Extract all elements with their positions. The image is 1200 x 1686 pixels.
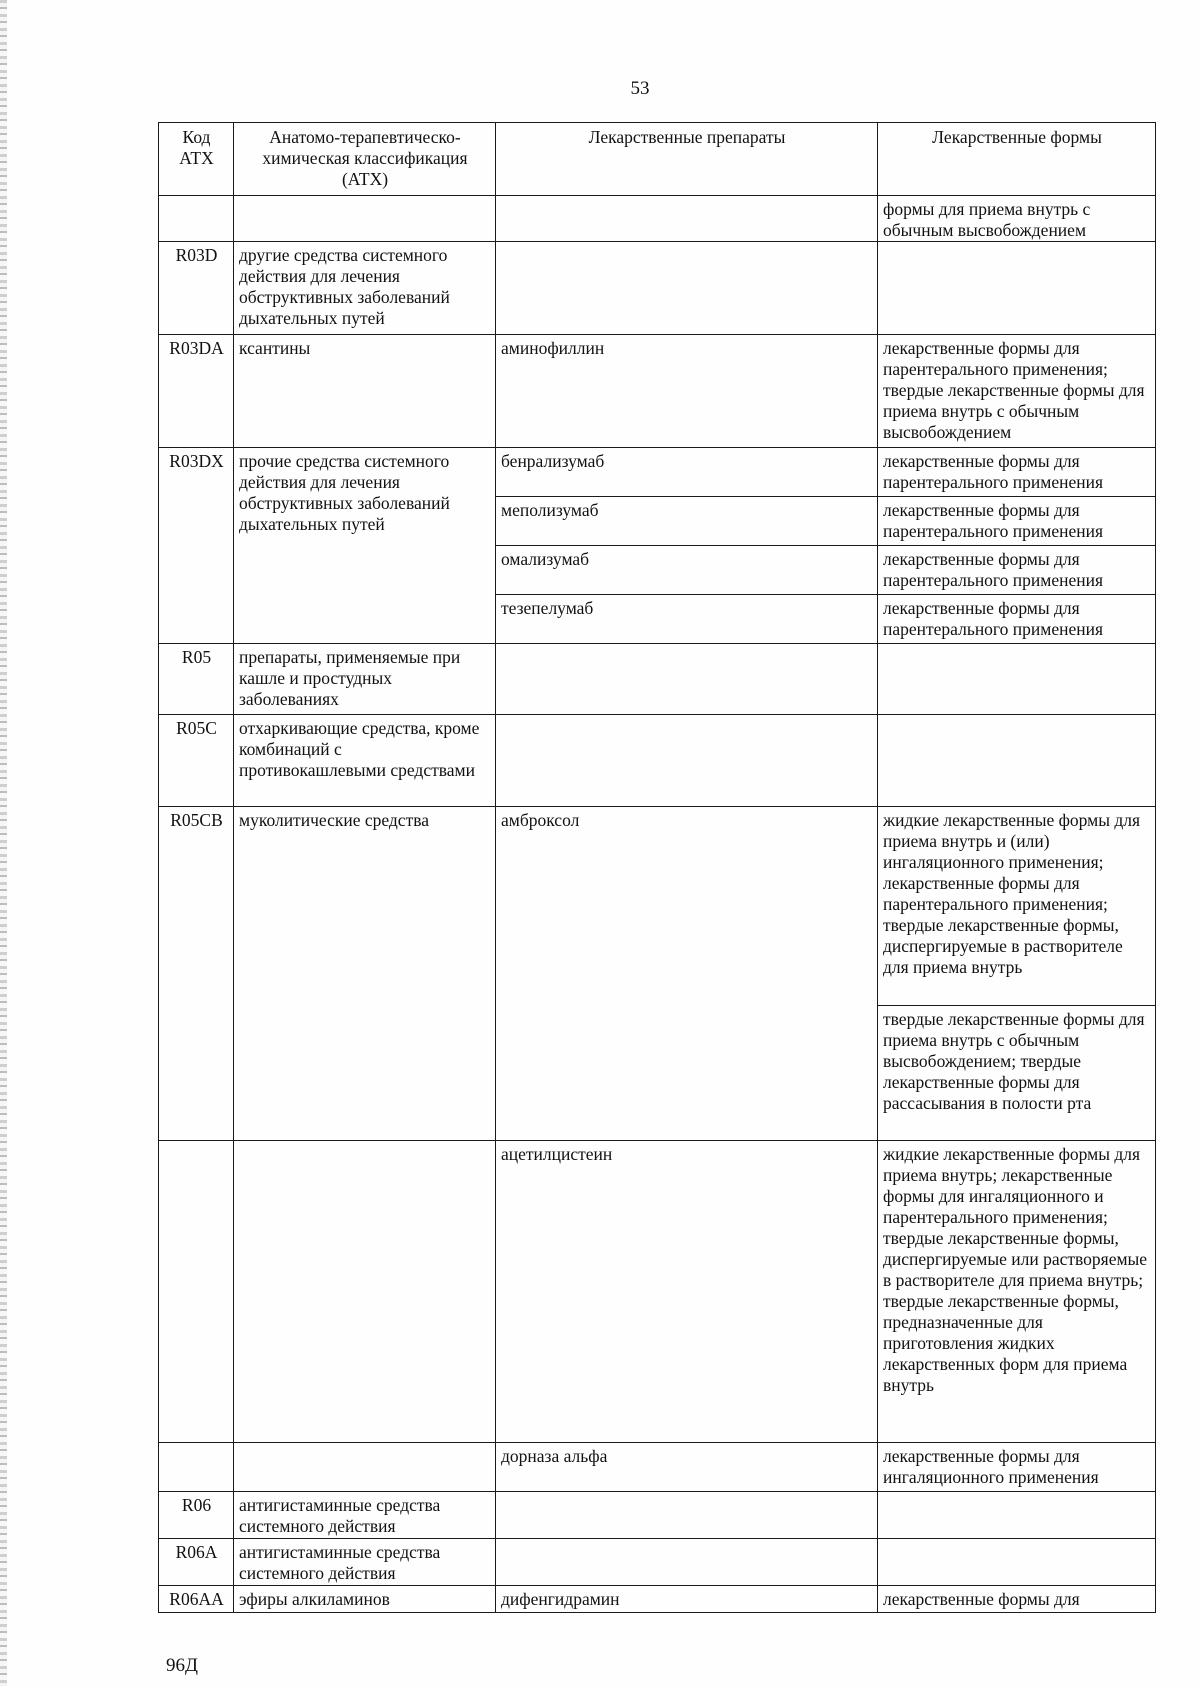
code-cell: R05C [159,715,234,807]
form-cell [878,644,1156,715]
classification-cell: антигистаминные средства системного действия [234,1539,496,1586]
code-cell: R03DA [159,335,234,448]
drug-cell: омализумаб [496,546,878,595]
form-cell: жидкие лекарственные формы для приема внутрь; лекарственные формы для ингаляционного и парентерального применения; твердые лекарственные формы, диспергируемые или растворяемые в растворителе для приема внутрь; твердые лекарственные формы, предназначенные для приготовления жидких лекарственных форм для приема внутрь [878,1141,1156,1443]
form-cell: лекарственные формы для парентерального применения [878,546,1156,595]
classification-cell: отхаркивающие средства, кроме комбинаций с противокашлевыми средствами [234,715,496,807]
atx-table [158,122,1156,1613]
table-row [159,1141,1156,1443]
table-row [159,644,1156,715]
table-row [159,1443,1156,1492]
drug-cell [496,644,878,715]
classification-cell: ксантины [234,335,496,448]
drug-cell: дифенгидрамин [496,1586,878,1613]
form-cell: формы для приема внутрь с обычным высвобождением [878,196,1156,242]
classification-cell: препараты, применяемые при кашле и простудных заболеваниях [234,644,496,715]
drug-cell [496,715,878,807]
code-cell: R05CB [159,807,234,1141]
page-number: 53 [630,78,650,99]
classification-cell [234,196,496,242]
classification-cell: другие средства системного действия для лечения обструктивных заболеваний дыхательных путей [234,242,496,335]
form-cell [878,242,1156,335]
drug-cell: тезепелумаб [496,595,878,644]
table-row [159,335,1156,448]
table-header-row [159,123,1156,196]
table-row [159,448,1156,497]
code-cell: R03DX [159,448,234,644]
drug-cell: меполизумаб [496,497,878,546]
form-cell: твердые лекарственные формы для приема внутрь с обычным высвобождением; твердые лекарственные формы для рассасывания в полости рта [878,1006,1156,1141]
code-cell: R06A [159,1539,234,1586]
table-row [159,1492,1156,1539]
drug-cell: ацетилцистеин [496,1141,878,1443]
classification-cell [234,1443,496,1492]
form-cell [878,1539,1156,1586]
header-forms: Лекарственные формы [878,123,1156,196]
code-cell: R03D [159,242,234,335]
code-cell: R06 [159,1492,234,1539]
form-cell: лекарственные формы для парентерального применения [878,595,1156,644]
table-row [159,196,1156,242]
classification-cell: прочие средства системного действия для лечения обструктивных заболеваний дыхательных путей [234,448,496,644]
form-cell [878,1492,1156,1539]
classification-cell: эфиры алкиламинов [234,1586,496,1613]
classification-cell: муколитические средства [234,807,496,1141]
form-cell: лекарственные формы для парентерального применения [878,497,1156,546]
drug-cell: амброксол [496,807,878,1141]
form-cell: лекарственные формы для парентерального применения; твердые лекарственные формы для приема внутрь с обычным высвобождением [878,335,1156,448]
form-cell: лекарственные формы для ингаляционного применения [878,1443,1156,1492]
footer-code: 96Д [166,1655,198,1676]
form-cell [878,715,1156,807]
drug-cell: бенрализумаб [496,448,878,497]
table-row [159,1586,1156,1613]
header-classification: Анатомо-терапевтическо-химическая классификация (АТХ) [234,123,496,196]
drug-cell [496,1492,878,1539]
drug-cell: аминофиллин [496,335,878,448]
table-row [159,242,1156,335]
table-row [159,715,1156,807]
code-cell: R06AA [159,1586,234,1613]
classification-cell: антигистаминные средства системного действия [234,1492,496,1539]
drug-cell [496,1539,878,1586]
classification-cell [234,1141,496,1443]
form-cell: лекарственные формы для [878,1586,1156,1613]
table-row [159,807,1156,1006]
drug-cell [496,242,878,335]
code-cell [159,196,234,242]
form-cell: жидкие лекарственные формы для приема внутрь и (или) ингаляционного применения; лекарственные формы для парентерального применения; твердые лекарственные формы, диспергируемые в растворителе для приема внутрь [878,807,1156,1006]
form-cell: лекарственные формы для парентерального применения [878,448,1156,497]
code-cell [159,1141,234,1443]
code-cell: R05 [159,644,234,715]
header-code: Код АТХ [159,123,234,196]
header-drugs: Лекарственные препараты [496,123,878,196]
scan-edge [0,0,7,1686]
drug-cell [496,196,878,242]
table-row [159,1539,1156,1586]
code-cell [159,1443,234,1492]
drug-cell: дорназа альфа [496,1443,878,1492]
